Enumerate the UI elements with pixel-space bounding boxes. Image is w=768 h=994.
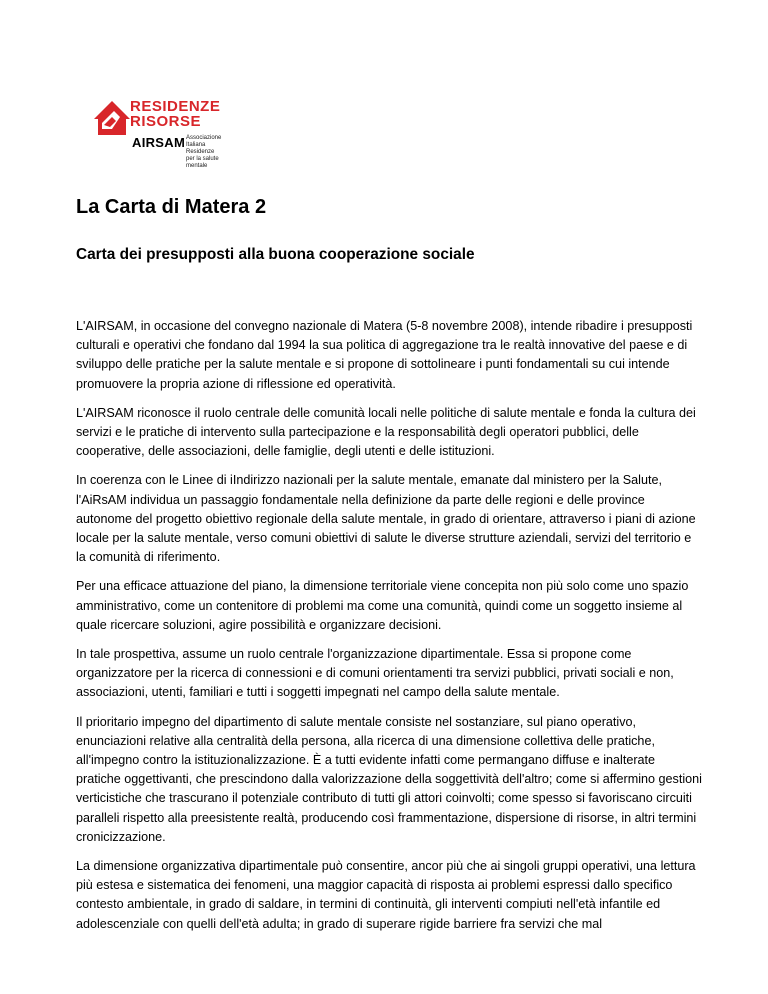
logo-subtitle-line: Italiana xyxy=(186,142,206,148)
body-paragraph: L'AIRSAM, in occasione del convegno nazionale di Matera (5-8 novembre 2008), intende ribadire i presupposti culturali e operativi che fondano dal 1994 la sua politica di aggregazione tra le realtà innovative del paese e di sviluppo delle pratiche per la salute mentale e si propone di sottolineare i punti fondamentali su cui intende promuovere la propria azione di riflessione ed operatività. xyxy=(76,319,693,391)
house-logo-icon xyxy=(90,95,134,139)
body-paragraph: La dimensione organizzativa dipartimentale può consentire, ancor più che ai singoli gruppi operativi, una lettura più estesa e sistematica dei fenomeni, una maggior capacità di risposta ai problemi espressi dallo specifico contesto ambientale, in grado di saldare, in termini di continuità, gli interventi compiuti nell'età infantile ed adolescenziale con quelli dell'età adulta; in grado di superare rigide barriere fra servizi che mal xyxy=(76,859,696,931)
body-paragraph: In coerenza con le Linee di iIndirizzo nazionali per la salute mentale, emanate dal ministero per la Salute, l'AiRsAM individua un passaggio fondamentale nella definizione da parte delle regioni e delle province autonome del progetto obiettivo regionale della salute mentale, in grado di orientare, attraverso i piani di azione locale per la salute mentale, verso comuni obiettivi di salute le diverse strutture aziendali, servizi del territorio e la comunità di riferimento. xyxy=(76,473,696,565)
logo-subtitle-line: per la salute xyxy=(186,156,219,162)
logo-subtitle-line: Residenze xyxy=(186,149,215,155)
logo-wordmark-line1: RESIDENZE xyxy=(130,98,221,115)
document-title: La Carta di Matera 2 xyxy=(76,196,267,218)
airsam-logo xyxy=(90,95,230,175)
document-body xyxy=(76,317,702,944)
logo-subtitle-line: Associazione xyxy=(186,135,222,141)
logo-wordmark xyxy=(130,99,220,129)
logo-subtitle-line: mentale xyxy=(186,163,208,169)
body-paragraph: Per una efficace attuazione del piano, la dimensione territoriale viene concepita non più solo come uno spazio amministrativo, come un contenitore di problemi ma come una comunità, quindi come un soggetto insieme al quale ricercare soluzioni, agire possibilità e organizzare decisioni. xyxy=(76,579,689,632)
body-paragraph: L'AIRSAM riconosce il ruolo centrale delle comunità locali nelle politiche di salute mentale e fonda la cultura dei servizi e le pratiche di intervento sulla partecipazione e la responsabilità degli operatori pubblici, delle cooperative, delle associazioni, delle famiglie, degli utenti e delle istituzioni. xyxy=(76,405,696,459)
logo-name: AIRSAM xyxy=(132,135,186,150)
logo-wordmark-line2: RISORSE xyxy=(130,113,202,130)
body-paragraph: Il prioritario impegno del dipartimento di salute mentale consiste nel sostanziare, sul piano operativo, enunciazioni relative alla centralità della persona, alla ricerca di una dimensione collettiva delle pratiche, all'impegno contro la istituzionalizzazione. È a tutti evidente infatti come permangano diffuse e inalterate pratiche oggettivanti, che prescindono dalla valorizzazione della soggettività dell'altro; come si affermino gestioni verticistiche che trascurano il potenziale contributo di tutti gli attori coinvolti; come spesso si favoriscano circuiti paralleli rispetto alla preesistente realtà, producendo così frammentazione, dispersione di risorse, in altri termini cronicizzazione. xyxy=(76,714,702,844)
logo-subtitle xyxy=(186,135,221,170)
body-paragraph: In tale prospettiva, assume un ruolo centrale l'organizzazione dipartimentale. Essa si propone come organizzatore per la ricerca di connessioni e di comuni orientamenti tra servizi pubblici, privati sociali e non, associazioni, utenti, familiari e tutti i soggetti impegnati nel campo della salute mentale. xyxy=(76,647,674,700)
document-subtitle: Carta dei presupposti alla buona cooperazione sociale xyxy=(76,246,475,263)
